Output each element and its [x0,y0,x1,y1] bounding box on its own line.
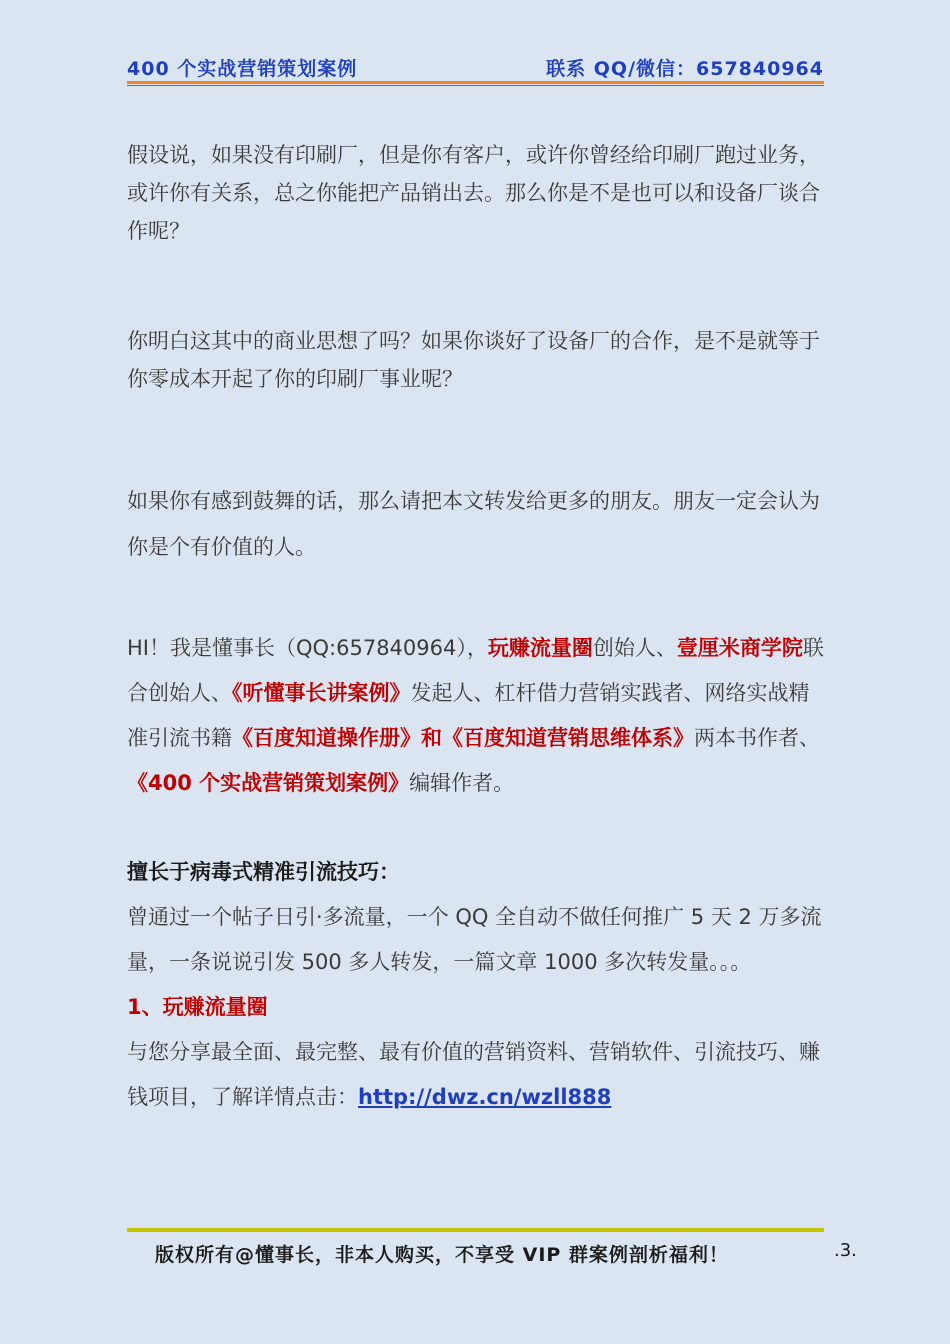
author-intro [127,626,827,806]
skills-section [127,850,827,1120]
page-header [127,54,824,86]
intro-text-6: 编辑作者。 [409,771,515,795]
intro-highlight-3: 《听懂事长讲案例》 [232,681,411,705]
header-contact: 联系 QQ/微信：657840964 [546,58,824,80]
skills-item-body [127,1030,827,1120]
header-title: 400 个实战营销策划案例 [127,58,358,80]
intro-text-3: 联合创始人、 [127,636,824,705]
skills-item-title: 1、玩赚流量圈 [127,995,268,1019]
intro-text-4: 发起人、杠杆借力营销实践者、网络实战精准引流书籍 [127,681,810,750]
intro-highlight-5: 《400 个实战营销策划案例》 [127,771,410,795]
paragraph-1: 假设说，如果没有印刷厂，但是你有客户，或许你曾经给印刷厂跑过业务，或许你有关系，总之你能把产品销出去。那么你是不是也可以和设备厂谈合作呢？ [127,143,820,243]
skills-body: 曾通过一个帖子日引·多流量，一个 QQ 全自动不做任何推广 5 天 2 万多流量，一条说说引发 500 多人转发，一篇文章 1000 多次转发量。。。 [127,905,822,974]
skills-item-link[interactable]: http://dwz.cn/wzll888 [358,1085,612,1109]
paragraph-3: 如果你有感到鼓舞的话，那么请把本文转发给更多的朋友。朋友一定会认为你是个有价值的人。 [127,489,820,559]
header-divider [127,81,824,84]
footer-divider [127,1228,824,1232]
intro-text-5: 两本书作者、 [694,726,820,750]
paragraph-2: 你明白这其中的商业思想了吗？如果你谈好了设备厂的合作，是不是就等于你零成本开起了你的印刷厂事业呢？ [127,329,820,391]
header-divider-thin [127,85,824,86]
footer-copyright: 版权所有@懂事长，非本人购买，不享受 VIP 群案例剖析福利！ [155,1244,729,1266]
intro-text-2: 创始人、 [592,636,677,660]
intro-highlight-4: 《百度知道操作册》和《百度知道营销思维体系》 [232,726,694,750]
intro-highlight-1: 玩赚流量圈 [487,636,593,660]
skills-heading: 擅长于病毒式精准引流技巧： [127,860,400,884]
intro-text-1: HI！我是懂事长（QQ:657840964）， [127,636,488,660]
skills-item-text: 与您分享最全面、最完整、最有价值的营销资料、营销软件、引流技巧、赚钱项目，了解详情点击： [127,1040,820,1109]
intro-highlight-2: 壹厘米商学院 [676,636,803,660]
page-number: .3. [834,1240,857,1261]
